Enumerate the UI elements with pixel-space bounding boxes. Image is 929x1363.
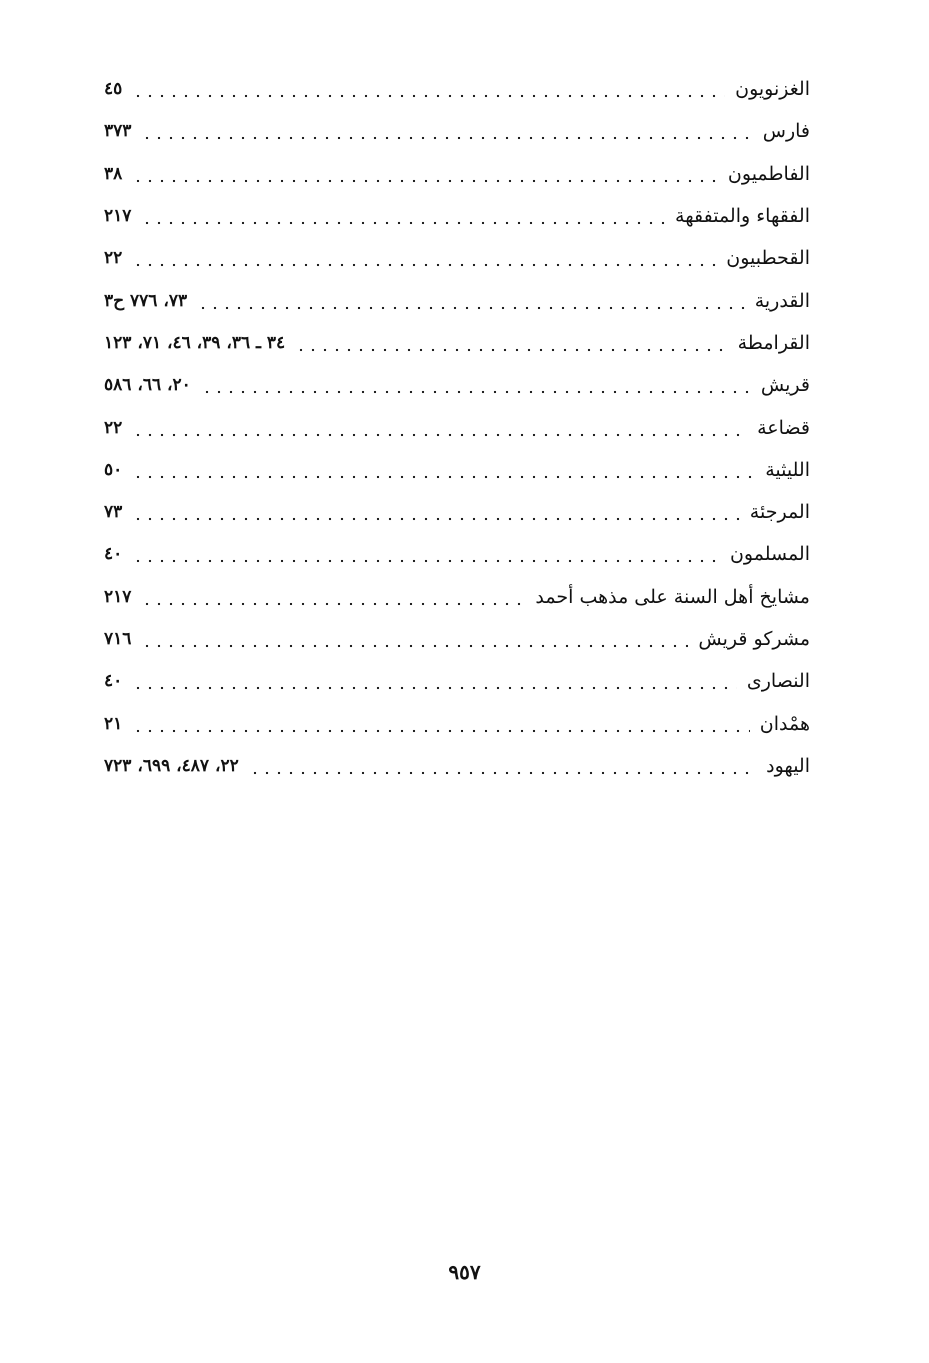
entry-pages: ٣٨ — [104, 163, 123, 184]
entry-pages: ٤٠ — [104, 671, 123, 692]
index-entry — [104, 195, 810, 237]
entry-pages: ٧٣، ٧٧٦ ح٣ — [104, 290, 188, 311]
dot-leader — [295, 333, 727, 353]
dot-leader — [197, 291, 745, 311]
index-list — [104, 68, 810, 787]
dot-leader — [141, 629, 688, 649]
index-entry — [104, 68, 810, 110]
dot-leader — [132, 460, 755, 480]
entry-name: النصارى — [746, 670, 810, 693]
index-entry — [104, 702, 810, 744]
index-entry — [104, 279, 810, 321]
dot-leader — [132, 671, 737, 691]
entry-name: القحطبيون — [726, 247, 810, 270]
entry-pages: ٢١٧ — [104, 206, 132, 227]
entry-pages: ٢٠، ٦٦، ٥٨٦ — [104, 375, 191, 396]
index-entry — [104, 576, 810, 618]
entry-pages: ٢٢ — [104, 417, 123, 438]
entry-pages: ٢٢ — [104, 248, 123, 269]
entry-pages: ٥٠ — [104, 459, 123, 480]
entry-pages: ٤٥ — [104, 79, 123, 100]
entry-name: القدرية — [754, 289, 810, 312]
entry-name: الليثية — [765, 458, 810, 481]
index-entry — [104, 406, 810, 448]
dot-leader — [132, 714, 750, 734]
dot-leader — [141, 121, 752, 141]
entry-pages: ٣٤ ـ ٣٦، ٣٩، ٤٦، ٧١، ١٢٣ — [104, 332, 286, 353]
index-entry — [104, 237, 810, 279]
index-entry — [104, 660, 810, 702]
index-entry — [104, 618, 810, 660]
entry-name: القرامطة — [737, 331, 810, 354]
index-entry — [104, 449, 810, 491]
entry-pages: ٤٠ — [104, 544, 123, 565]
entry-pages: ٧٣ — [104, 502, 123, 523]
page-number: ٩٥٧ — [448, 1260, 481, 1284]
entry-pages: ٧١٦ — [104, 629, 132, 649]
dot-leader — [132, 248, 716, 268]
dot-leader — [141, 587, 525, 607]
dot-leader — [132, 502, 740, 522]
entry-name: الفاطميون — [727, 162, 810, 185]
entry-name: مشركو قريش — [698, 628, 810, 650]
dot-leader — [249, 756, 756, 776]
dot-leader — [132, 164, 718, 184]
dot-leader — [141, 206, 665, 226]
index-entry — [104, 322, 810, 364]
dot-leader — [201, 375, 751, 395]
entry-name: المسلمون — [729, 543, 810, 566]
index-entry — [104, 110, 810, 152]
entry-pages: ٣٧٣ — [104, 121, 132, 142]
entry-name: مشايخ أهل السنة على مذهب أحمد — [535, 585, 810, 608]
entry-name: اليهود — [766, 754, 810, 777]
index-entry — [104, 533, 810, 575]
index-entry — [104, 153, 810, 195]
entry-pages: ٢١ — [104, 713, 123, 734]
dot-leader — [132, 544, 720, 564]
dot-leader — [132, 79, 725, 99]
dot-leader — [132, 418, 747, 438]
entry-name: فارس — [762, 120, 810, 143]
entry-name: قريش — [760, 374, 810, 397]
entry-pages: ٢٢، ٤٨٧، ٦٩٩، ٧٢٣ — [104, 755, 239, 776]
index-entry — [104, 364, 810, 406]
entry-name: قضاعة — [757, 416, 810, 439]
index-entry — [104, 491, 810, 533]
entry-name: الغزنويون — [735, 78, 810, 101]
index-entry — [104, 745, 810, 787]
entry-name: همْدان — [759, 712, 810, 735]
entry-name: الفقهاء والمتفقهة — [675, 205, 810, 228]
entry-pages: ٢١٧ — [104, 586, 132, 607]
entry-name: المرجئة — [749, 501, 810, 524]
